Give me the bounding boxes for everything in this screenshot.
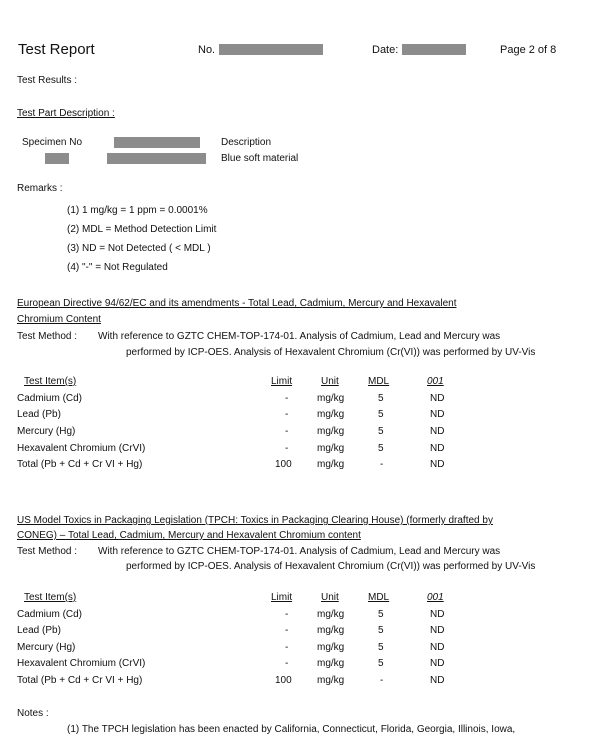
table-row (0, 675, 600, 691)
cell-mdl: - (380, 675, 384, 686)
cell-mdl: 5 (378, 443, 384, 454)
section-title: Chromium Content (17, 314, 101, 325)
cell-mdl: 5 (378, 658, 384, 669)
cell-result: ND (430, 609, 445, 620)
page-number: Page 2 of 8 (500, 44, 557, 56)
cell-unit: mg/kg (317, 609, 345, 620)
cell-mdl: 5 (378, 642, 384, 653)
col-header-test-item: Test Item(s) (24, 592, 77, 603)
redacted-specimen-a (114, 137, 200, 148)
col-header-limit: Limit (271, 592, 293, 603)
cell-test-item: Cadmium (Cd) (17, 609, 83, 620)
remark-item: (2) MDL = Method Detection Limit (67, 224, 217, 235)
cell-result: ND (430, 658, 445, 669)
date-label: Date: (372, 44, 399, 56)
table-row (0, 443, 600, 459)
table-row (0, 658, 600, 674)
test-method-label: Test Method : (17, 331, 78, 342)
table-row (0, 393, 600, 409)
cell-test-item: Total (Pb + Cd + Cr VI + Hg) (17, 675, 143, 686)
report-title: Test Report (18, 41, 95, 58)
cell-unit: mg/kg (317, 642, 345, 653)
cell-result: ND (430, 642, 445, 653)
description-value: Blue soft material (221, 153, 299, 164)
cell-limit: 100 (275, 675, 292, 686)
cell-result: ND (430, 459, 445, 470)
cell-unit: mg/kg (317, 409, 345, 420)
notes-label: Notes : (17, 708, 49, 719)
redacted-specimen-no (45, 153, 69, 164)
test-results-label: Test Results : (17, 75, 78, 86)
table-header-row (0, 376, 600, 392)
remark-item: (4) "-" = Not Regulated (67, 262, 168, 273)
col-header-limit: Limit (271, 376, 293, 387)
cell-test-item: Lead (Pb) (17, 625, 61, 636)
cell-limit: - (285, 443, 289, 454)
section-title: European Directive 94/62/EC and its amendments - Total Lead, Cadmium, Mercury and Hexavalent (17, 298, 457, 309)
cell-unit: mg/kg (317, 443, 345, 454)
cell-result: ND (430, 393, 445, 404)
cell-unit: mg/kg (317, 393, 345, 404)
description-label: Description (221, 137, 272, 148)
cell-test-item: Cadmium (Cd) (17, 393, 83, 404)
cell-limit: - (285, 426, 289, 437)
cell-test-item: Mercury (Hg) (17, 642, 76, 653)
cell-limit: - (285, 393, 289, 404)
section-title: CONEG) – Total Lead, Cadmium, Mercury and Hexavalent Chromium content (17, 530, 361, 541)
cell-test-item: Hexavalent Chromium (CrVI) (17, 443, 146, 454)
cell-mdl: 5 (378, 609, 384, 620)
cell-unit: mg/kg (317, 625, 345, 636)
section-title: US Model Toxics in Packaging Legislation (TPCH: Toxics in Packaging Clearing House) (formerly drafted by (17, 515, 493, 526)
cell-limit: - (285, 658, 289, 669)
cell-result: ND (430, 426, 445, 437)
cell-unit: mg/kg (317, 675, 345, 686)
cell-mdl: - (380, 459, 384, 470)
cell-unit: mg/kg (317, 426, 345, 437)
remark-item: (1) 1 mg/kg = 1 ppm = 0.0001% (67, 205, 208, 216)
col-header-unit: Unit (321, 376, 339, 387)
cell-mdl: 5 (378, 409, 384, 420)
table-row (0, 459, 600, 475)
test-method-text: With reference to GZTC CHEM-TOP-174-01. Analysis of Cadmium, Lead and Mercury was (98, 331, 501, 342)
test-part-description-label: Test Part Description : (17, 108, 115, 119)
cell-unit: mg/kg (317, 658, 345, 669)
cell-unit: mg/kg (317, 459, 345, 470)
col-header-unit: Unit (321, 592, 339, 603)
table-row (0, 609, 600, 625)
cell-result: ND (430, 625, 445, 636)
table-row (0, 426, 600, 442)
cell-result: ND (430, 443, 445, 454)
test-method-text: performed by ICP-OES. Analysis of Hexavalent Chromium (Cr(VI)) was performed by UV-Vis (126, 561, 536, 572)
cell-limit: - (285, 625, 289, 636)
cell-test-item: Lead (Pb) (17, 409, 61, 420)
cell-test-item: Total (Pb + Cd + Cr VI + Hg) (17, 459, 143, 470)
table-header-row (0, 592, 600, 608)
col-header-sample: 001 (427, 592, 444, 603)
remarks-label: Remarks : (17, 183, 63, 194)
test-method-label: Test Method : (17, 546, 78, 557)
redacted-specimen-b (107, 153, 206, 164)
remark-item: (3) ND = Not Detected ( < MDL ) (67, 243, 211, 254)
cell-limit: - (285, 409, 289, 420)
col-header-mdl: MDL (368, 376, 390, 387)
cell-mdl: 5 (378, 426, 384, 437)
specimen-no-label: Specimen No (22, 137, 83, 148)
redacted-date (402, 44, 466, 55)
report-no-label: No. (198, 44, 216, 56)
cell-test-item: Hexavalent Chromium (CrVI) (17, 658, 146, 669)
cell-result: ND (430, 675, 445, 686)
test-method-text: With reference to GZTC CHEM-TOP-174-01. Analysis of Cadmium, Lead and Mercury was (98, 546, 501, 557)
note-item: (1) The TPCH legislation has been enacted by California, Connecticut, Florida, Georgia, Illinois, Iowa, (67, 724, 516, 735)
cell-mdl: 5 (378, 625, 384, 636)
cell-mdl: 5 (378, 393, 384, 404)
cell-limit: - (285, 609, 289, 620)
test-method-text: performed by ICP-OES. Analysis of Hexavalent Chromium (Cr(VI)) was performed by UV-Vis (126, 347, 536, 358)
col-header-mdl: MDL (368, 592, 390, 603)
table-row (0, 409, 600, 425)
cell-limit: 100 (275, 459, 292, 470)
col-header-sample: 001 (427, 376, 444, 387)
cell-test-item: Mercury (Hg) (17, 426, 76, 437)
cell-limit: - (285, 642, 289, 653)
col-header-test-item: Test Item(s) (24, 376, 77, 387)
redacted-report-no (219, 44, 323, 55)
cell-result: ND (430, 409, 445, 420)
table-row (0, 642, 600, 658)
table-row (0, 625, 600, 641)
